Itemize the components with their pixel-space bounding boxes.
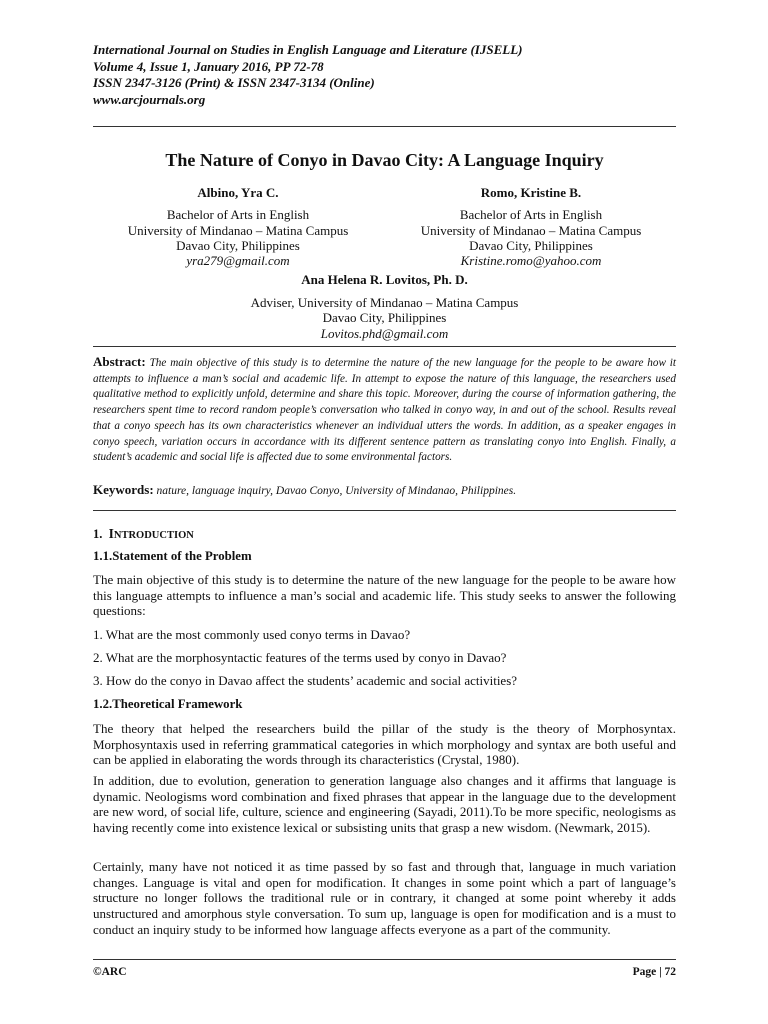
section-title-initial: I [108,526,114,541]
abstract-text: The main objective of this study is to determine the nature of the new language for the people to be aware how it attempts to influence a man’s social and academic life. In attempt to expose the nature of this language, the researchers used qualitative method to explicitly unfold, determine and share this topic. Moreover, during the course of information gathering, the researchers spent time to record random people’s conversation who talked in conyo way, in and out of the school. Results reveal that a conyo speech has its own characteristics whenever an individual utters the words. In addition, as a speaker engages in conyo speech, variation occurs in accordance with its different sentence pattern as translating conyo into English. Finally, a student’s academic and social life is affected due to some environmental factors. [93,357,677,464]
keywords [93,482,676,498]
paper-page [93,0,676,1024]
adviser-email: Lovitos.phd@gmail.com [320,325,449,341]
author-email: yra279@gmail.com [186,253,290,269]
author-block-1 [93,185,383,268]
journal-header [93,42,676,108]
paper-title: The Nature of Conyo in Davao City: A Language Inquiry [165,150,604,170]
section-heading-introduction [93,526,194,542]
keywords-label: Keywords: [93,482,154,497]
paragraph-statement: The main objective of this study is to determine the nature of the new language for the people to be aware how this language attempts to influence a man’s social and academic life. This study seeks to answer the following questions: [93,572,676,619]
abstract [93,354,676,466]
author-block-2 [386,185,676,268]
author-name: Romo, Kristine B. [480,185,582,200]
author-school: University of Mindanao – Matina Campus [127,222,349,238]
author-email: Kristine.romo@yahoo.com [460,253,602,269]
adviser-location: Davao City, Philippines [322,310,447,325]
footer-rule [93,959,676,960]
author-name: Albino, Yra C. [197,185,279,200]
keywords-text: nature, language inquiry, Davao Conyo, University of Mindanao, Philippines. [156,485,517,497]
question-item: 3. How do the conyo in Davao affect the students’ academic and social activities? [93,673,518,688]
keywords-bottom-rule [93,510,676,511]
question-item: 2. What are the morphosyntactic features of the terms used by conyo in Davao? [93,650,507,665]
author-location: Davao City, Philippines [469,237,593,253]
journal-website: www.arcjournals.org [93,91,206,107]
adviser-affiliation: Adviser, University of Mindanao – Matina Campus [250,294,519,310]
subsection-heading-statement: 1.1.Statement of the Problem [93,549,252,563]
journal-issn: ISSN 2347-3126 (Print) & ISSN 2347-3134 (Online) [93,75,375,90]
paragraph-theory-1: The theory that helped the researchers build the pillar of the study is the theory of Morphosyntax. Morphosyntaxis used in referring grammatical categories in which morphology and syntax are both useful and can be applied in elaborating the words through its characteristics (Crystal, 1980). [93,721,676,768]
journal-name: International Journal on Studies in English Language and Literature (IJSELL) [93,42,523,57]
subsection-heading-theoretical: 1.2.Theoretical Framework [93,697,243,711]
footer-page-number: Page | 72 [632,966,676,978]
journal-volume: Volume 4, Issue 1, January 2016, PP 72-78 [93,58,324,74]
paragraph-theory-2: In addition, due to evolution, generation to generation language also changes and it affirms that language is dynamic. Neologisms word combination and fixed phrases that appear in the language due to the development are new word, of social life, culture, science and engineering (Sayadi, 2011).To be more specific, neologisms as having recently come into existence lexical or subsisting units that grasp a new wisdom. (Newmark, 2015). [93,773,676,836]
section-number: 1. [93,527,103,541]
paragraph-theory-3: Certainly, many have not noticed it as time passed by so fast and through that, language in much variation changes. Language is vital and open for modification. It changes in some point which a part of language’s structure no longer follows the traditional rule or in contrary, it changed at some point whereby it adds unstructured and amorphous style conversation. To sum up, language is open for modification and is a must to conduct an inquiry study to be informed how language affects everyone as a part of the community. [93,859,676,937]
abstract-label: Abstract: [93,354,146,369]
header-rule [93,126,676,127]
author-location: Davao City, Philippines [176,237,300,253]
adviser-name: Ana Helena R. Lovitos, Ph. D. [301,272,468,287]
section-title-rest: NTRODUCTION [113,530,194,541]
adviser-block [93,272,676,341]
author-degree: Bachelor of Arts in English [459,207,603,223]
question-item: 1. What are the most commonly used conyo terms in Davao? [93,627,411,642]
author-school: University of Mindanao – Matina Campus [420,222,642,238]
footer-copyright: ©ARC [93,966,127,978]
author-degree: Bachelor of Arts in English [166,207,310,223]
abstract-top-rule [93,346,676,347]
